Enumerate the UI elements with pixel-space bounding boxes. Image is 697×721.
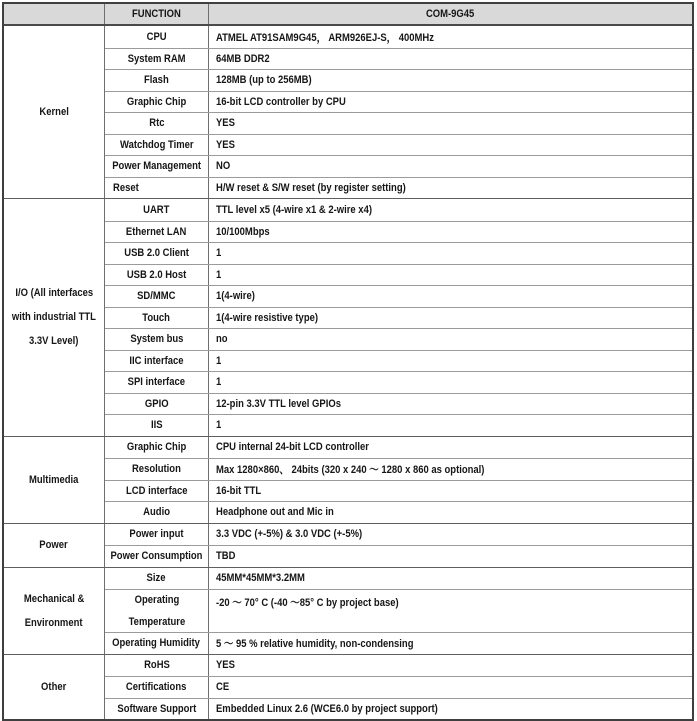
function-cell [105,372,209,393]
function-cell [105,329,209,350]
value-cell [209,178,692,199]
value-text: 1 [216,247,222,260]
header-product-label: COM-9G45 [426,8,475,20]
function-cell [105,655,209,677]
table-row [105,26,692,48]
function-label: Resolution [132,463,181,476]
value-cell [209,437,692,459]
table-row [105,307,692,329]
value-cell [209,70,692,91]
section-mechanical-environment [4,567,692,654]
function-label: IIS [150,419,163,432]
table-row [105,371,692,393]
value-cell [209,481,692,502]
section-rows [105,655,692,720]
function-cell [105,590,209,632]
function-cell [105,178,209,199]
table-row [105,480,692,502]
section-rows [105,524,692,567]
table-row [105,328,692,350]
table-row [105,414,692,436]
function-cell [105,677,209,698]
section-io [4,198,692,436]
function-cell [105,502,209,523]
value-text: 1 [216,354,222,367]
function-cell [105,394,209,415]
section-power [4,523,692,567]
value-cell [209,26,692,48]
category-cell [4,524,105,567]
category-label: with industrial TTL [11,311,97,324]
category-label: Power [39,539,69,551]
value-cell [209,308,692,329]
function-label: Operating [134,594,179,606]
table-row [105,69,692,91]
function-label: Operating Humidity [112,637,201,650]
table-row [105,242,692,264]
table-row [105,134,692,156]
section-other [4,654,692,720]
value-text: 10/100Mbps [216,225,270,238]
function-cell [105,243,209,264]
value-text: 45MM*45MM*3.2MM [216,572,305,585]
category-cell [4,437,105,523]
function-cell [105,437,209,459]
function-cell [105,699,209,720]
function-label: Power Consumption [110,550,203,563]
function-label: RoHS [143,659,170,672]
value-text: 1 [216,419,222,432]
function-cell [105,49,209,70]
function-cell [105,156,209,177]
header-category-cell [4,4,105,24]
function-cell [105,135,209,156]
value-text: Embedded Linux 2.6 (WCE6.0 by project support) [216,702,438,715]
value-cell [209,459,692,480]
value-text: 1(4-wire) [216,290,255,303]
function-label: Temperature [128,616,185,628]
value-text: CE [216,681,230,694]
value-text: 16-bit LCD controller by CPU [216,95,346,108]
function-label: UART [143,203,170,216]
table-row [105,91,692,113]
category-label: Kernel [39,106,69,118]
function-label: USB 2.0 Client [124,247,189,260]
value-text: 1(4-wire resistive type) [216,311,319,324]
value-text: 5 ～ 95 % relative humidity, non-condensing [216,638,414,651]
category-cell [4,568,105,654]
function-cell [105,70,209,91]
table-row [105,676,692,698]
value-text: ATMEL AT91SAM9G45， ARM926EJ-S， 400MHz [216,31,434,44]
table-row [105,501,692,523]
function-label: Graphic Chip [126,441,187,454]
value-text: 3.3 VDC (+-5%) & 3.0 VDC (+-5%) [216,528,363,541]
value-cell [209,699,692,720]
value-text: 1 [216,376,222,389]
function-cell [105,308,209,329]
function-cell [105,351,209,372]
value-cell [209,502,692,523]
header-product-cell [209,4,692,24]
section-kernel [4,26,692,198]
value-cell [209,156,692,177]
section-rows [105,437,692,523]
table-row [105,655,692,677]
function-cell [105,459,209,480]
value-text: 128MB (up to 256MB) [216,74,312,87]
table-row [105,155,692,177]
value-cell [209,394,692,415]
value-cell [209,49,692,70]
function-cell [105,265,209,286]
function-label: LCD interface [125,484,188,497]
function-label: Graphic Chip [126,95,187,108]
function-cell [105,415,209,436]
value-text: 64MB DDR2 [216,52,270,65]
value-text: H/W reset & S/W reset (by register setting) [216,181,406,194]
value-cell [209,286,692,307]
section-multimedia [4,436,692,523]
table-row [105,285,692,307]
value-text: TBD [216,550,236,563]
value-text: Headphone out and Mic in [216,506,334,519]
function-label: Audio [143,506,170,519]
value-cell [209,135,692,156]
value-text: NO [216,160,231,173]
table-row [105,698,692,720]
category-label: 3.3V Level) [29,335,79,348]
table-row [105,48,692,70]
function-cell [105,92,209,113]
function-label: System RAM [127,52,186,65]
function-cell [105,481,209,502]
table-row [105,589,692,632]
table-row [105,632,692,654]
function-label: Flash [144,74,169,87]
table-row [105,524,692,546]
table-header-row [4,4,692,26]
value-cell [209,546,692,567]
function-cell [105,286,209,307]
value-cell [209,199,692,221]
function-cell [105,26,209,48]
function-label: Power input [129,528,184,541]
function-label: SD/MMC [137,290,176,303]
category-cell [4,199,105,436]
function-label: Reset [113,181,139,194]
value-text: YES [216,117,235,130]
value-text: -20 ～ 70° C (-40 ～85° C by project base) [216,597,399,609]
table-row [105,199,692,221]
function-label: Size [147,572,166,585]
value-cell [209,222,692,243]
value-cell [209,351,692,372]
table-row [105,568,692,590]
function-label: Certifications [126,681,187,694]
value-text: Max 1280×860、 24bits (320 x 240 ～ 1280 x 860 as optional) [216,464,485,477]
category-label: Other [41,680,67,693]
value-text: no [216,333,228,346]
function-label: Touch [142,311,171,324]
table-row [105,350,692,372]
value-cell [209,372,692,393]
value-cell [209,329,692,350]
category-label: Mechanical & [23,592,85,605]
table-row [105,221,692,243]
value-cell [209,677,692,698]
category-label: I/O (All interfaces [15,287,93,300]
table-row [105,112,692,134]
header-function-cell [105,4,209,24]
function-label: System bus [129,333,184,346]
function-cell [105,222,209,243]
value-text: YES [216,138,235,151]
table-row [105,393,692,415]
value-cell [209,590,692,632]
table-row [105,545,692,567]
value-cell [209,633,692,654]
value-text: 16-bit TTL [216,484,262,497]
category-label: Environment [25,616,83,629]
value-text: TTL level x5 (4-wire x1 & 2-wire x4) [216,203,372,216]
function-cell [105,568,209,590]
value-cell [209,655,692,677]
function-label: IIC interface [129,354,184,367]
function-cell [105,524,209,546]
function-label: SPI interface [127,376,186,389]
spec-table [2,2,694,721]
table-row [105,264,692,286]
function-label: Watchdog Timer [119,138,194,151]
value-text: CPU internal 24-bit LCD controller [216,441,369,454]
value-cell [209,92,692,113]
function-label: Software Support [117,702,196,715]
value-text: YES [216,659,235,672]
value-cell [209,265,692,286]
category-cell [4,655,105,720]
table-body [4,26,692,719]
section-rows [105,26,692,198]
function-cell [105,633,209,654]
value-cell [209,113,692,134]
value-text: 1 [216,268,222,281]
value-cell [209,524,692,546]
function-label: CPU [146,30,167,43]
function-label: GPIO [144,397,169,410]
table-row [105,437,692,459]
function-label: Ethernet LAN [126,225,187,238]
section-rows [105,568,692,654]
function-cell [105,199,209,221]
function-cell [105,546,209,567]
category-cell [4,26,105,198]
function-cell [105,113,209,134]
function-label: Power Management [112,160,201,173]
value-text: 12-pin 3.3V TTL level GPIOs [216,397,341,410]
value-cell [209,415,692,436]
header-function-label: FUNCTION [132,8,181,20]
value-cell [209,243,692,264]
value-cell [209,568,692,590]
function-label: USB 2.0 Host [126,268,187,281]
table-row [105,177,692,199]
table-row [105,458,692,480]
category-label: Multimedia [29,473,79,486]
function-label: Rtc [148,117,165,130]
section-rows [105,199,692,436]
